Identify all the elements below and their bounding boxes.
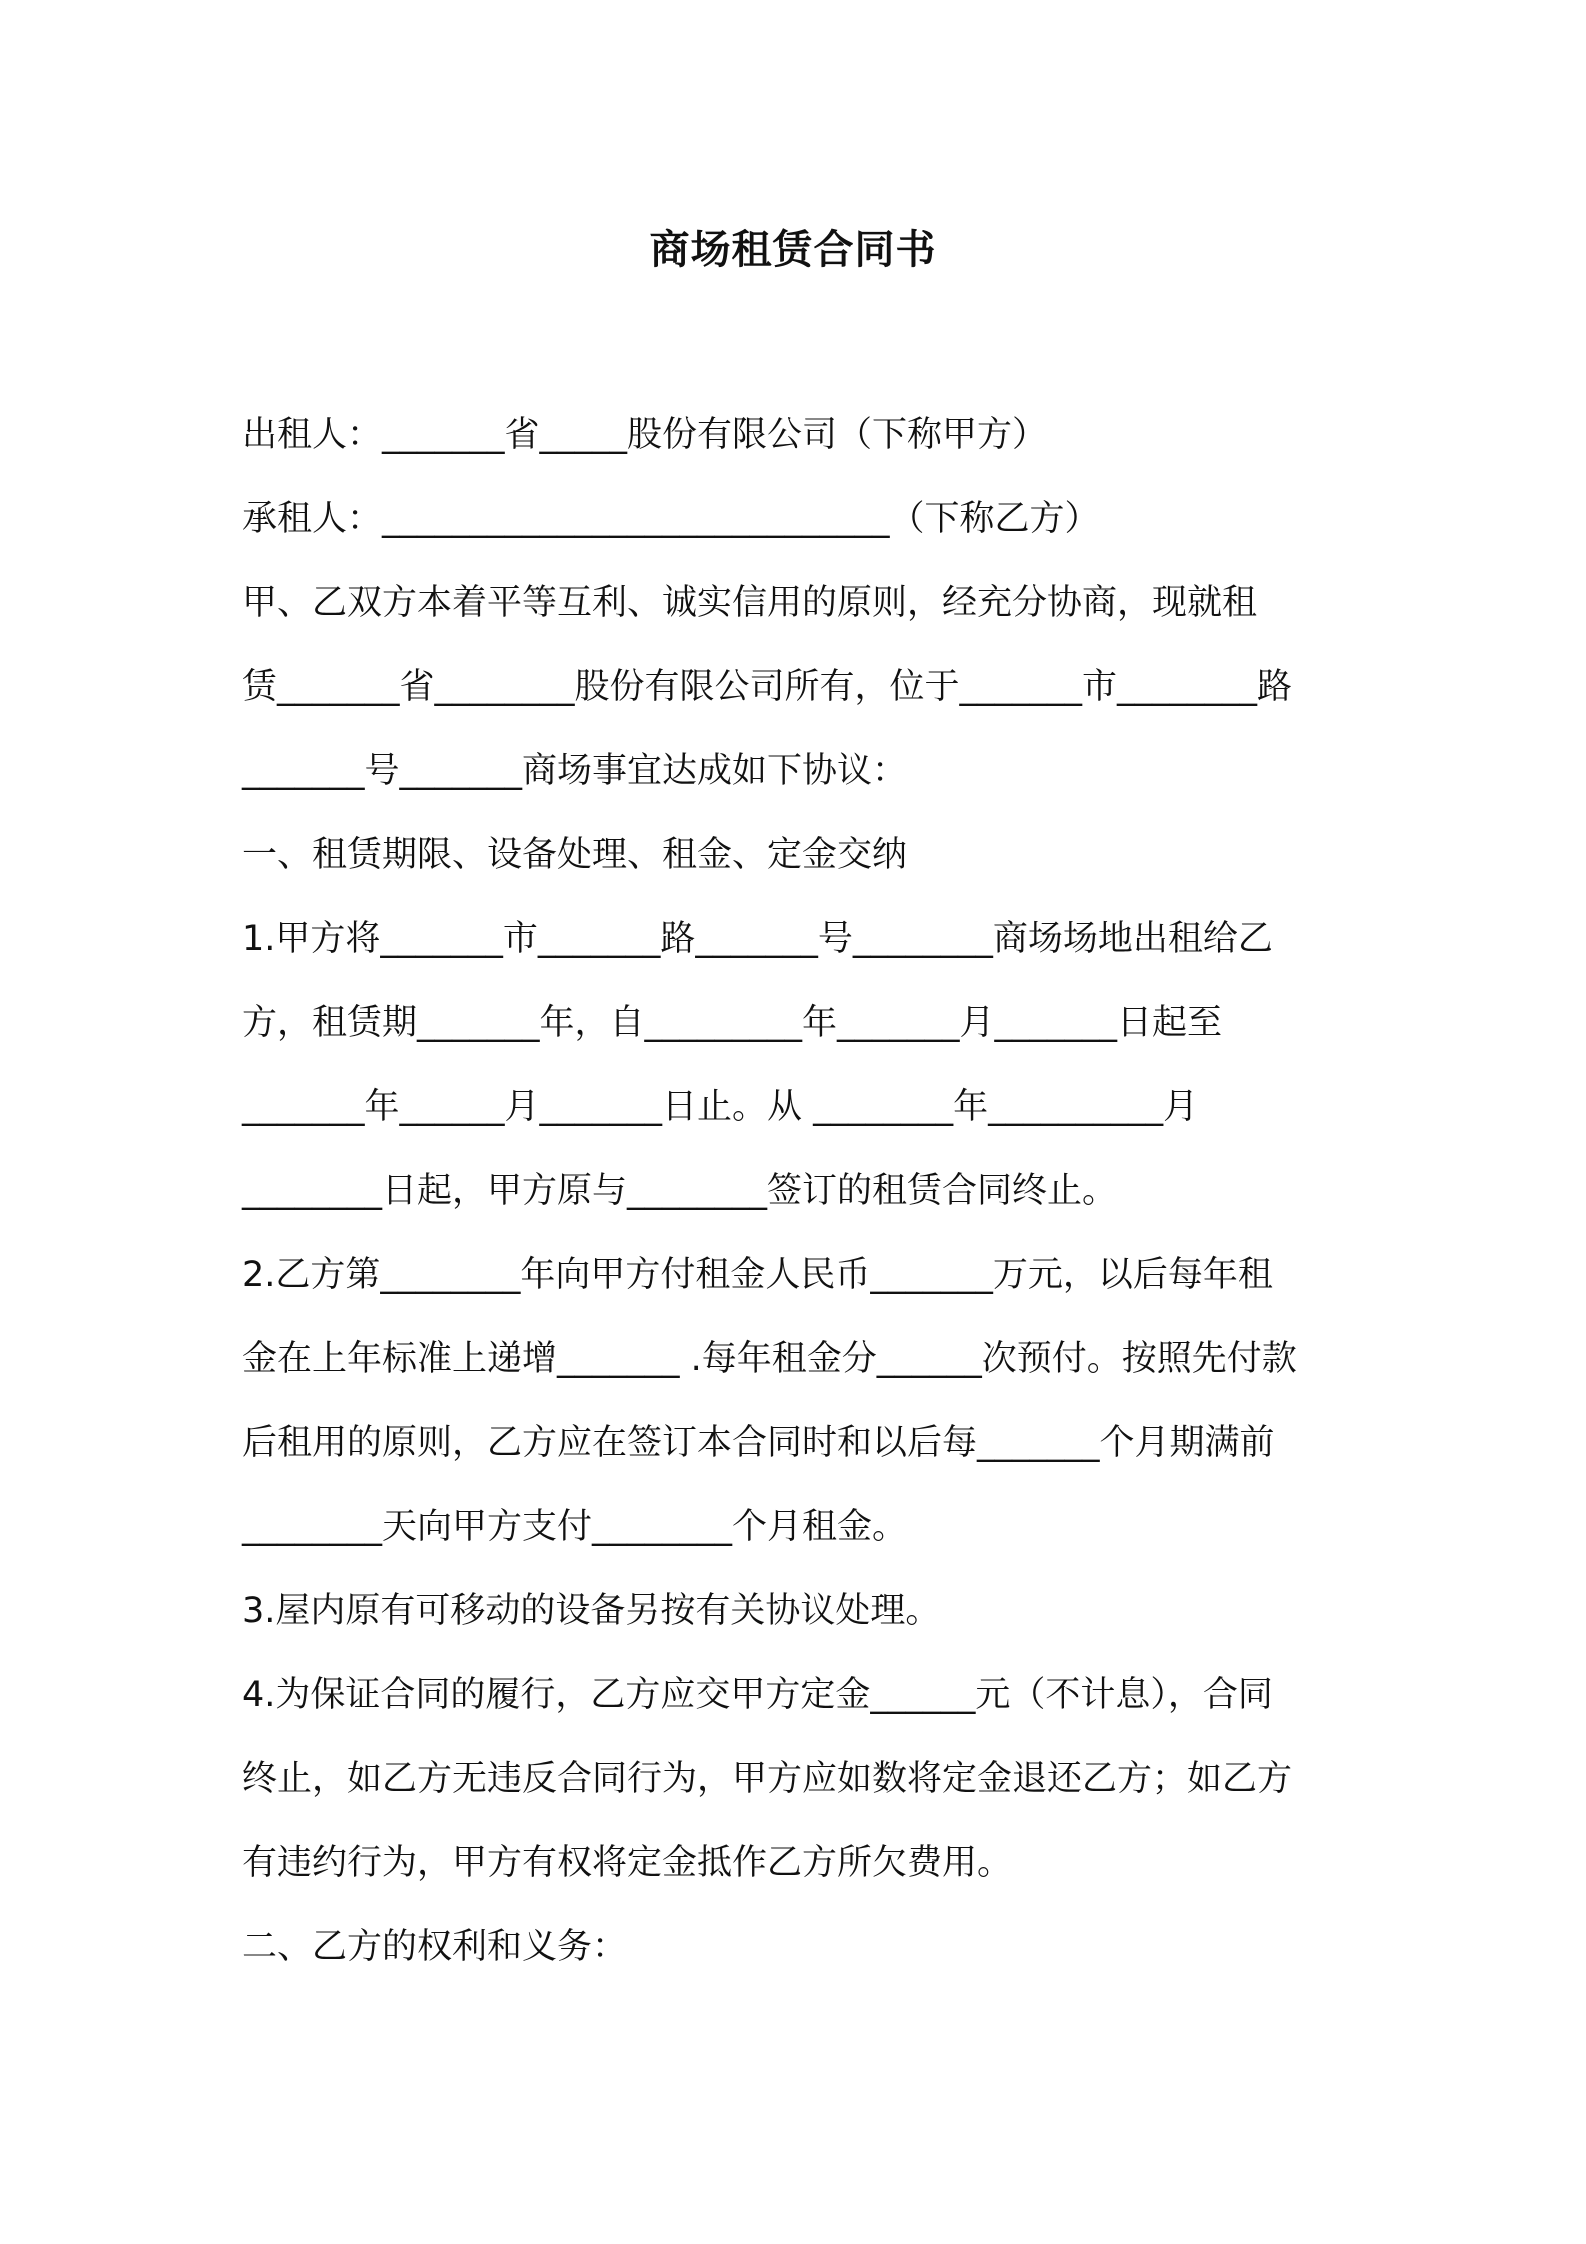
clause-2-line-4: ________天向甲方支付________个月租金。 <box>242 1507 908 1547</box>
clause-4-line-2: 终止，如乙方无违反合同行为，甲方应如数将定金退还乙方；如乙方 <box>242 1759 1293 1799</box>
lessor-line: 出租人：_______省_____股份有限公司（下称甲方） <box>242 415 1048 455</box>
clause-4-line-1: 4.为保证合同的履行，乙方应交甲方定金______元（不计息），合同 <box>242 1675 1273 1715</box>
preamble-line-2: 赁_______省________股份有限公司所有，位于_______市________路 <box>242 667 1293 707</box>
lessee-line: 承租人：_____________________________（下称乙方） <box>242 499 1100 539</box>
document-title: 商场租赁合同书 <box>649 227 937 273</box>
clause-1-line-4: ________日起，甲方原与________签订的租赁合同终止。 <box>242 1171 1118 1211</box>
clause-1-line-3: _______年______月_______日止。从 ________年__________月 <box>242 1087 1199 1127</box>
clause-4-line-3: 有违约行为，甲方有权将定金抵作乙方所欠费用。 <box>242 1843 1013 1883</box>
clause-1-line-2: 方，租赁期_______年，自_________年_______月_______日起至 <box>242 1003 1223 1043</box>
section-heading-1: 一、租赁期限、设备处理、租金、定金交纳 <box>242 835 908 875</box>
preamble-line-3: _______号_______商场事宜达成如下协议： <box>242 751 908 791</box>
clause-2-line-1: 2.乙方第________年向甲方付租金人民币_______万元，以后每年租 <box>242 1255 1273 1295</box>
section-heading-2: 二、乙方的权利和义务： <box>242 1927 628 1967</box>
clause-2-line-2: 金在上年标准上递增_______ .每年租金分______次预付。按照先付款 <box>242 1339 1297 1379</box>
clause-3-line-1: 3.屋内原有可移动的设备另按有关协议处理。 <box>242 1591 941 1631</box>
clause-2-line-3: 后租用的原则，乙方应在签订本合同时和以后每_______个月期满前 <box>242 1423 1275 1463</box>
preamble-line-1: 甲、乙双方本着平等互利、诚实信用的原则，经充分协商，现就租 <box>242 583 1258 623</box>
clause-1-line-1: 1.甲方将_______市_______路_______号________商场场地出租给乙 <box>242 919 1273 959</box>
